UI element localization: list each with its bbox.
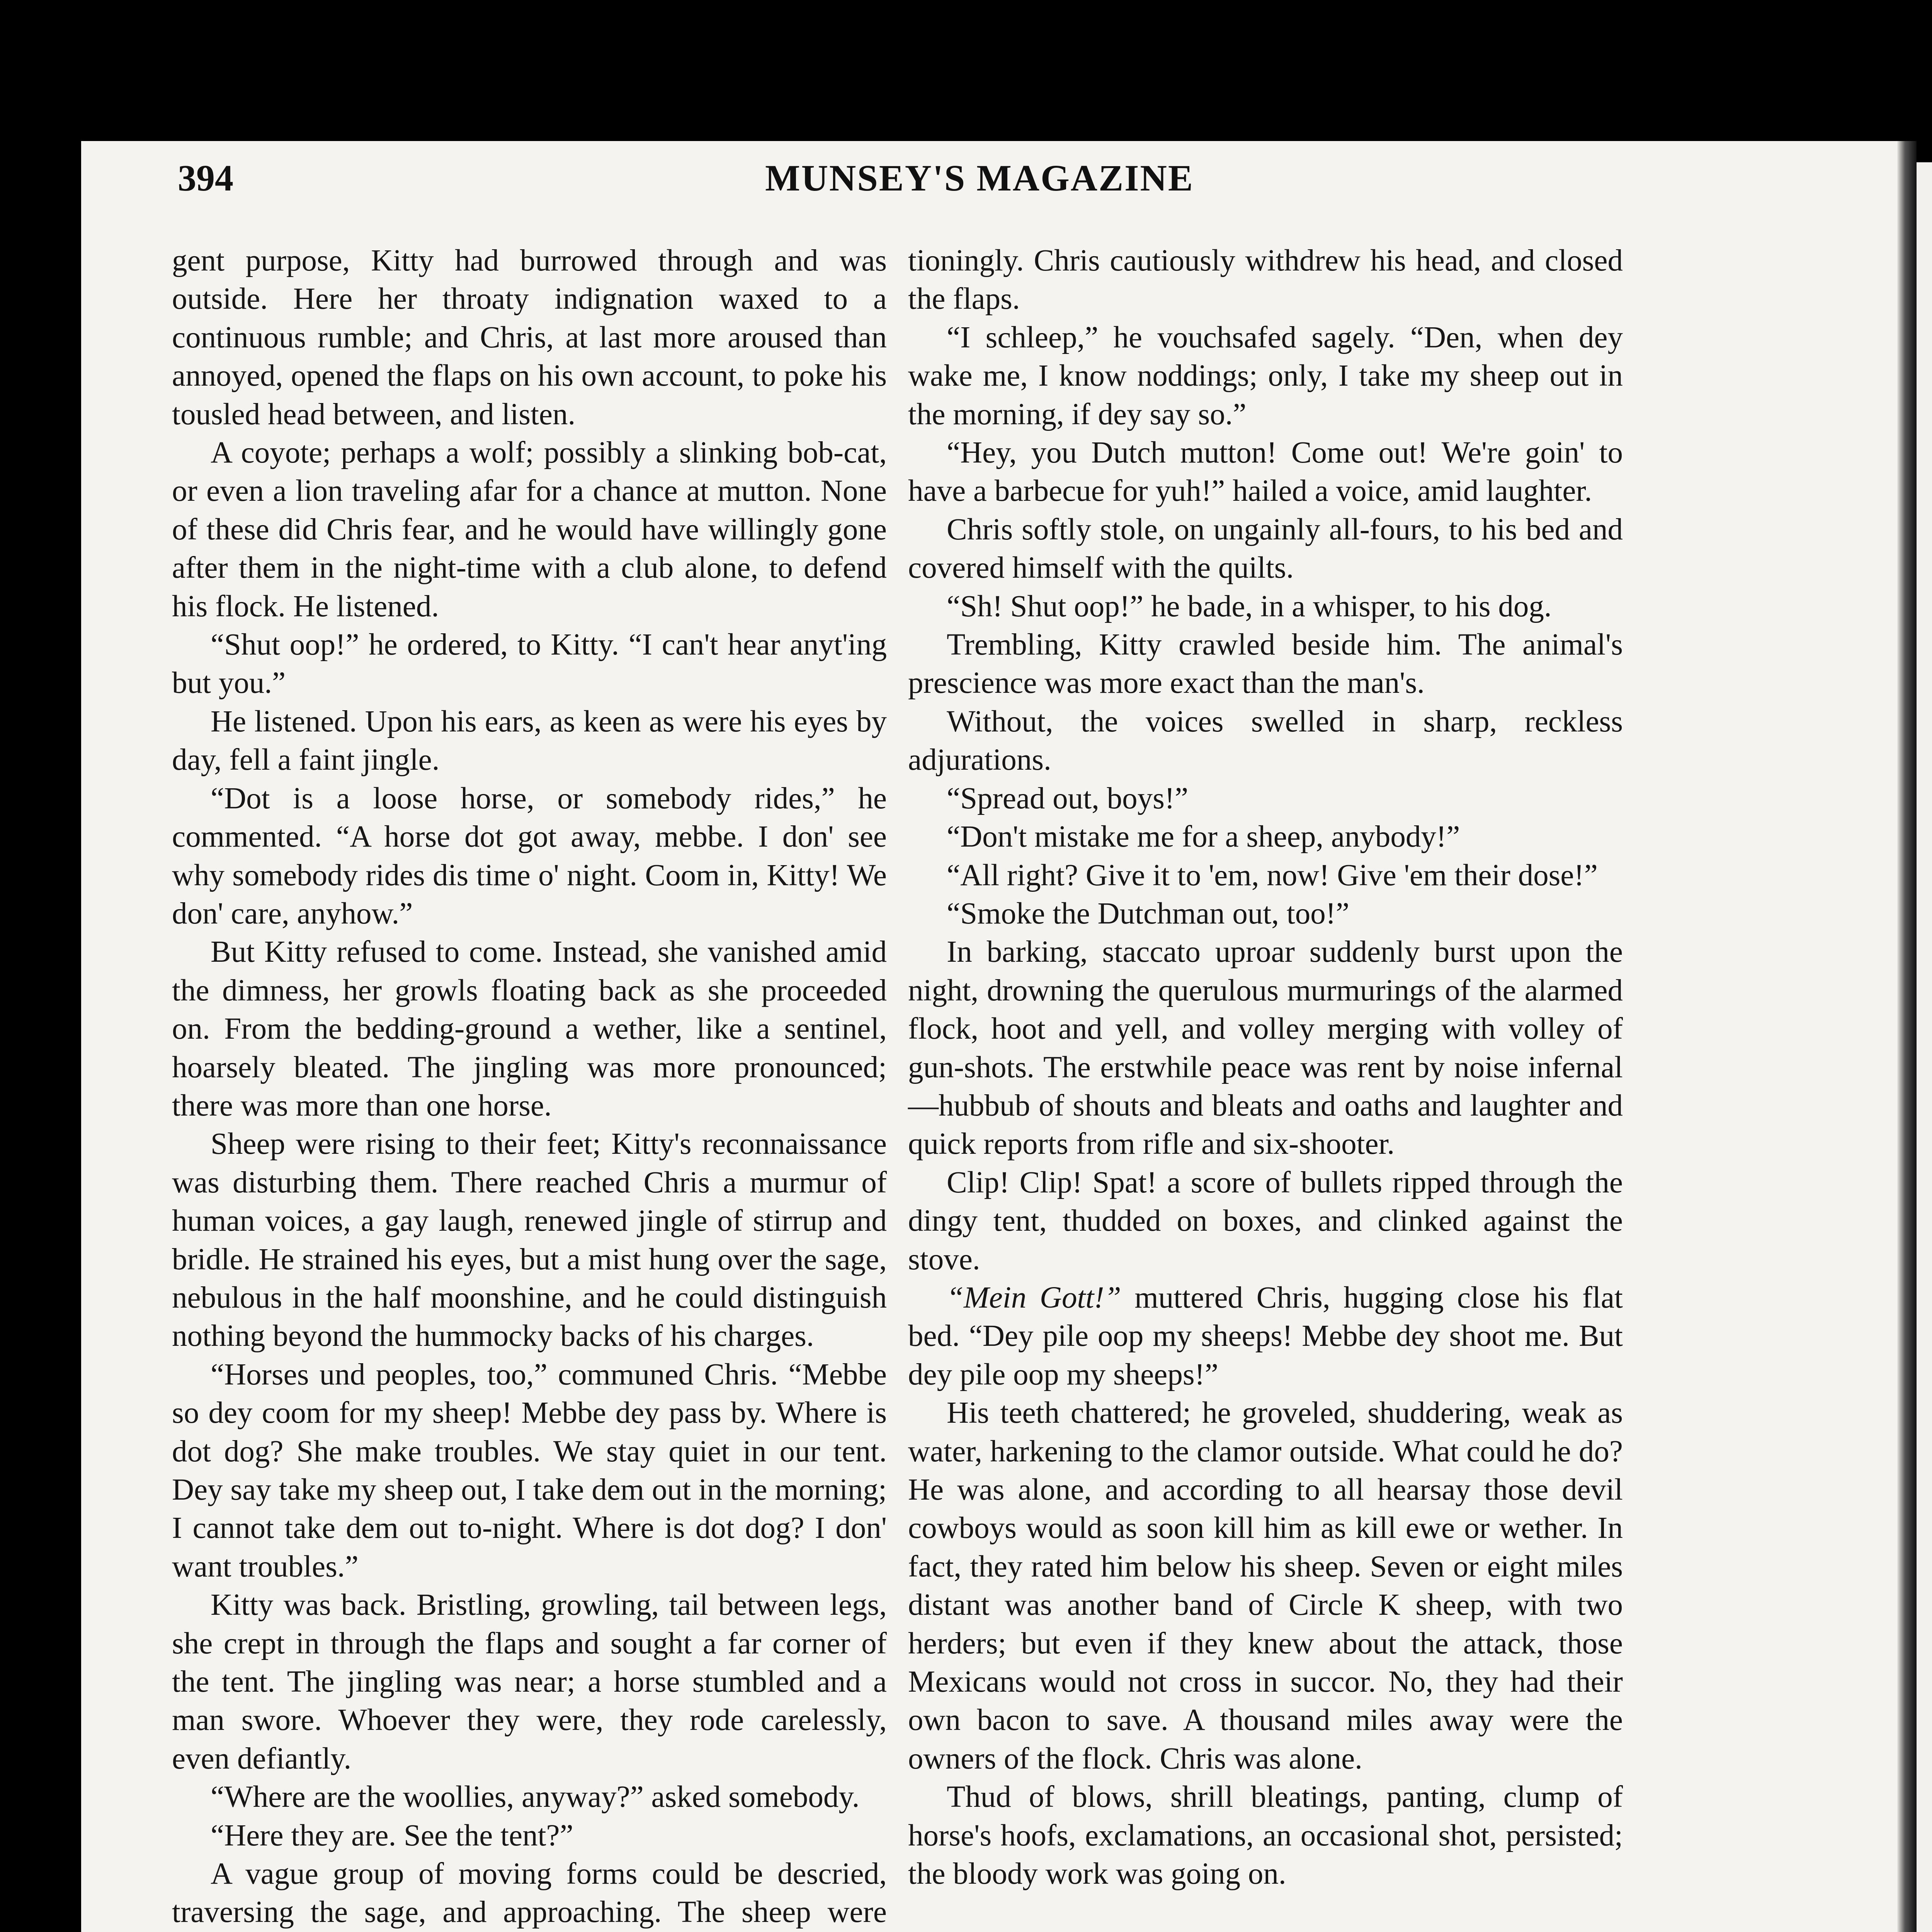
page-fold-shadow bbox=[1897, 141, 1917, 1932]
next-page-edge bbox=[1917, 162, 1932, 1932]
page-number: 394 bbox=[178, 157, 233, 199]
paragraph: “Sh! Shut oop!” he bade, in a whisper, to his dog. bbox=[947, 589, 1552, 623]
right-column bbox=[908, 242, 1623, 1893]
paragraph: “Dot is a loose horse, or somebody rides,” he commented. “A horse dot got away, mebbe. I don' see why somebody rides dis time o' night. Coom in, Kitty! We don' care, anyhow.” bbox=[172, 781, 887, 930]
paragraph: “I schleep,” he vouchsafed sagely. “Den, when dey wake me, I know noddings; only, I take my sheep out in the morning, if dey say so.” bbox=[908, 320, 1623, 431]
paragraph: Clip! Clip! Spat! a score of bullets ripped through the dingy tent, thudded on boxes, and clinked against the stove. bbox=[908, 1165, 1623, 1276]
paragraph-text: muttered Chris, hugging close his flat bed. “Dey pile oop my sheeps! Mebbe dey shoot me. But dey pile oop my sheeps!” bbox=[908, 1281, 1623, 1391]
paragraph: “Here they are. See the tent?” bbox=[211, 1818, 573, 1852]
paragraph: His teeth chattered; he groveled, shuddering, weak as water, harkening to the clamor outside. What could he do? He was alone, and according to all hearsay those devil cowboys would as soon kill him as kill ewe or wether. In fact, they rated him below his sheep. Seven or eight miles distant was another band of Circle K sheep, with two herders; but even if they knew about the attack, those Mexicans would not cross in succor. No, they had their own bacon to save. A thousand miles away were the owners of the flock. Chris was alone. bbox=[908, 1396, 1623, 1776]
paragraph: He listened. Upon his ears, as keen as were his eyes by day, fell a faint jingle. bbox=[172, 704, 887, 777]
paragraph: “Smoke the Dutchman out, too!” bbox=[947, 896, 1350, 930]
paragraph: A coyote; perhaps a wolf; possibly a slinking bob-cat, or even a lion traveling afar for a chance at mutton. None of these did Chris fear, and he would have willingly gone after them in the night-time with a club alone, to defend his flock. He listened. bbox=[172, 436, 887, 623]
paragraph: “Where are the woollies, anyway?” asked somebody. bbox=[211, 1780, 860, 1814]
paragraph: “All right? Give it to 'em, now! Give 'em their dose!” bbox=[947, 858, 1598, 892]
paragraph: “Spread out, boys!” bbox=[947, 781, 1189, 815]
paragraph: In barking, staccato uproar suddenly burst upon the night, drowning the querulous murmurings of the alarmed flock, hoot and yell, and volley merging with volley of gun-shots. The erstwhile peace was rent by noise infernal—hubbub of shouts and bleats and oaths and laughter and quick reports from rifle and six-shooter. bbox=[908, 935, 1623, 1161]
paragraph: tioningly. Chris cautiously withdrew his head, and closed the flaps. bbox=[908, 244, 1623, 316]
paragraph: “Shut oop!” he ordered, to Kitty. “I can't hear anyt'ing but you.” bbox=[172, 628, 887, 700]
paragraph: “Hey, you Dutch mutton! Come out! We're goin' to have a barbecue for yuh!” hailed a voice, amid laughter. bbox=[908, 436, 1623, 508]
paragraph: Chris softly stole, on ungainly all-fours, to his bed and covered himself with the quilts. bbox=[908, 512, 1623, 585]
paragraph: “Don't mistake me for a sheep, anybody!” bbox=[947, 820, 1460, 854]
paragraph: Thud of blows, shrill bleatings, panting, clump of horse's hoofs, exclamations, an occasional shot, persisted; the bloody work was going on. bbox=[908, 1780, 1623, 1891]
paragraph: Kitty was back. Bristling, growling, tail between legs, she crept in through the flaps and sought a far corner of the tent. The jingling was near; a horse stumbled and a man swore. Whoever they were, they rode carelessly, even defiantly. bbox=[172, 1588, 887, 1776]
paragraph: gent purpose, Kitty had burrowed through and was outside. Here her throaty indignation waxed to a continuous rumble; and Chris, at last more aroused than annoyed, opened the flaps on his own account, to poke his tousled head between, and listen. bbox=[172, 244, 887, 431]
paragraph: Sheep were rising to their feet; Kitty's reconnaissance was disturbing them. There reached Chris a murmur of human voices, a gay laugh, renewed jingle of stirrup and bridle. He strained his eyes, but a mist hung over the sage, nebulous in the half moonshine, and he could distinguish nothing beyond the hummocky backs of his charges. bbox=[172, 1127, 887, 1353]
paragraph: “Horses und peoples, too,” communed Chris. “Mebbe so dey coom for my sheep! Mebbe dey pass by. Where is dot dog? She make troubles. We stay quiet in our tent. Dey say take my sheep out, I take dem out in the morning; I cannot take dem out to-night. Where is dot dog? I don' want troubles.” bbox=[172, 1357, 887, 1583]
paragraph: Trembling, Kitty crawled beside him. The animal's prescience was more exact than the man's. bbox=[908, 628, 1623, 700]
magazine-title: MUNSEY'S MAGAZINE bbox=[765, 157, 1194, 199]
paragraph: But Kitty refused to come. Instead, she vanished amid the dimness, her growls floating back as she proceeded on. From the bedding-ground a wether, like a sentinel, hoarsely bleated. The jingling was more pronounced; there was more than one horse. bbox=[172, 935, 887, 1122]
paragraph bbox=[908, 1279, 1623, 1394]
paragraph: A vague group of moving forms could be descried, traversing the sage, and approaching. The sheep were bbox=[172, 1857, 887, 1929]
page-header bbox=[178, 156, 1781, 214]
paragraph: Without, the voices swelled in sharp, reckless adjurations. bbox=[908, 704, 1623, 777]
left-column bbox=[172, 242, 887, 1932]
italic-exclamation: “Mein Gott!” bbox=[947, 1281, 1121, 1315]
